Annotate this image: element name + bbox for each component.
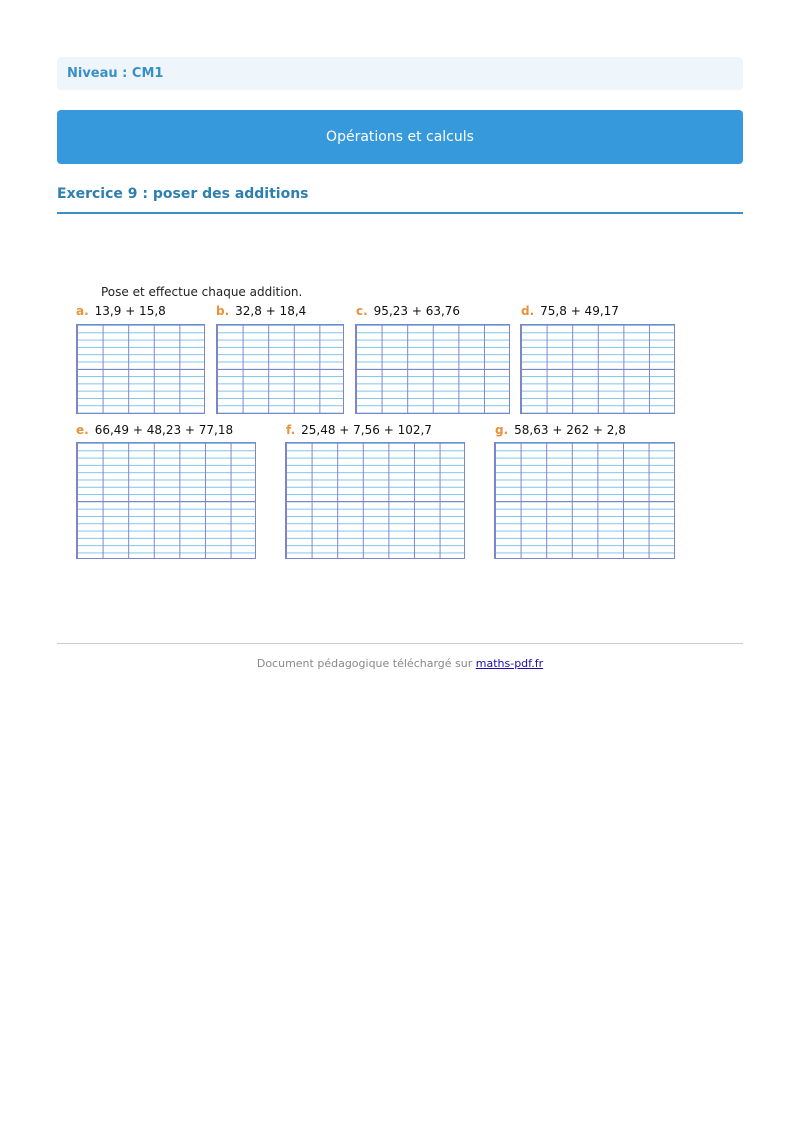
title-divider (57, 212, 743, 214)
footer (0, 657, 800, 670)
answer-grid-b (216, 324, 344, 414)
answer-grid-g (494, 442, 675, 559)
answer-grid-c (355, 324, 510, 414)
item-letter: e. (76, 423, 89, 437)
item-expression: 75,8 + 49,17 (540, 304, 619, 318)
answer-grid-a (76, 324, 205, 414)
item-letter: f. (286, 423, 296, 437)
item-letter: a. (76, 304, 89, 318)
exercise-item-f (286, 423, 432, 437)
item-expression: 13,9 + 15,8 (94, 304, 166, 318)
item-expression: 66,49 + 48,23 + 77,18 (94, 423, 234, 437)
item-expression: 58,63 + 262 + 2,8 (514, 423, 626, 437)
item-expression: 95,23 + 63,76 (373, 304, 461, 318)
item-expression: 32,8 + 18,4 (235, 304, 307, 318)
exercise-item-e (76, 423, 233, 437)
exercise-item-d (521, 304, 619, 318)
section-banner: Opérations et calculs (57, 110, 743, 164)
footer-link[interactable]: maths-pdf.fr (475, 657, 544, 670)
level-box (57, 57, 743, 90)
item-letter: g. (495, 423, 509, 437)
answer-grid-f (285, 442, 465, 559)
level-label: Niveau : CM1 (67, 66, 164, 81)
item-expression: 25,48 + 7,56 + 102,7 (301, 423, 432, 437)
footer-text: Document pédagogique téléchargé sur (256, 657, 476, 670)
item-letter: c. (356, 304, 368, 318)
item-letter: b. (216, 304, 230, 318)
answer-grid-d (520, 324, 675, 414)
exercise-item-b (216, 304, 306, 318)
item-letter: d. (521, 304, 535, 318)
exercise-title: Exercice 9 : poser des additions (57, 186, 309, 202)
footer-divider (57, 643, 743, 644)
exercise-item-a (76, 304, 166, 318)
exercise-item-c (356, 304, 460, 318)
answer-grid-e (76, 442, 256, 559)
exercise-item-g (495, 423, 626, 437)
exercise-instruction: Pose et effectue chaque addition. (101, 285, 303, 299)
